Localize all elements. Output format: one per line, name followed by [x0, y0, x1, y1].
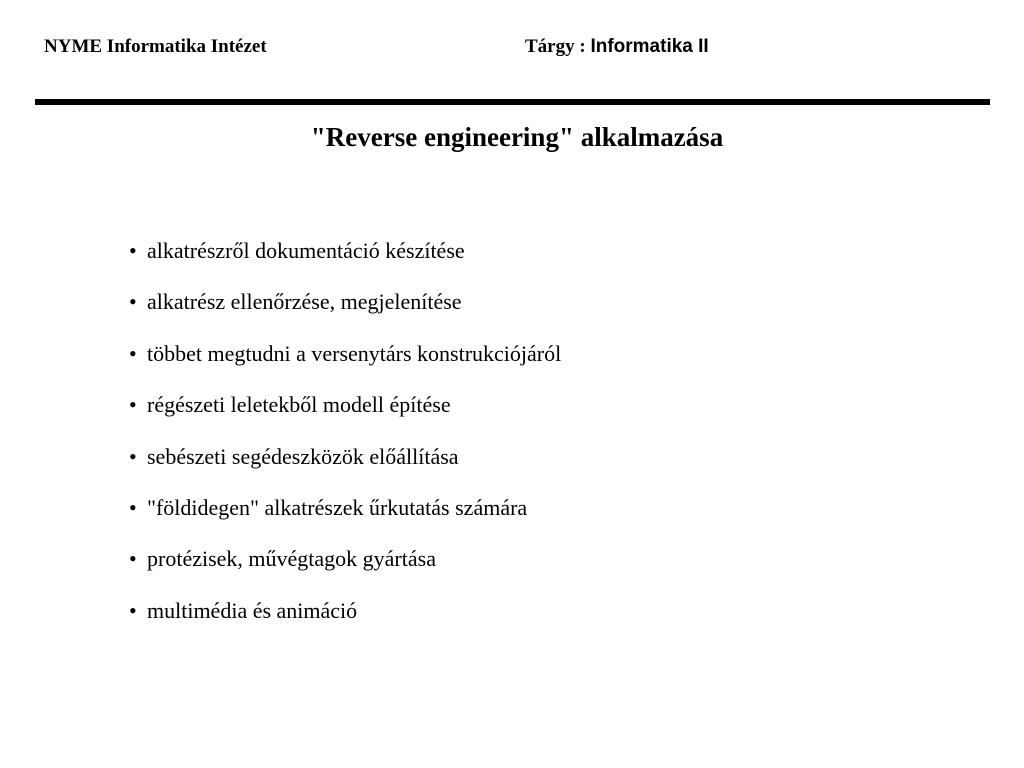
bullet-text: alkatrész ellenőrzése, megjelenítése	[147, 289, 462, 315]
bullet-item	[129, 341, 561, 366]
bullet-item	[129, 238, 561, 263]
bullet-item	[129, 444, 561, 469]
bullet-item	[129, 289, 561, 314]
bullet-text: régészeti leletekből modell építése	[147, 392, 451, 418]
bullet-icon: •	[129, 546, 137, 572]
bullet-text: többet megtudni a versenytárs konstrukciójáról	[147, 340, 562, 366]
bullet-text: protézisek, művégtagok gyártása	[147, 546, 436, 572]
bullet-icon: •	[129, 238, 137, 263]
bullet-item	[129, 546, 561, 571]
bullet-item	[129, 495, 561, 520]
bullet-text: alkatrészről dokumentáció készítése	[147, 238, 465, 263]
bullet-list	[129, 238, 561, 623]
bullet-item	[129, 598, 561, 623]
bullet-icon: •	[129, 494, 137, 520]
bullet-icon: •	[129, 289, 137, 315]
slide-title: "Reverse engineering" alkalmazása	[310, 122, 724, 152]
subject-header	[525, 36, 709, 58]
bullet-icon: •	[129, 597, 137, 623]
bullet-text: "földidegen" alkatrészek űrkutatás számára	[147, 494, 528, 520]
bullet-icon: •	[129, 443, 137, 469]
bullet-icon: •	[129, 392, 137, 418]
bullet-text: multimédia és animáció	[147, 597, 358, 623]
header-divider	[35, 99, 990, 105]
subject-label: Tárgy :	[525, 36, 591, 57]
subject-value: Informatika II	[590, 36, 709, 57]
bullet-text: sebészeti segédeszközök előállítása	[147, 443, 459, 469]
bullet-item	[129, 392, 561, 417]
bullet-icon: •	[129, 340, 137, 366]
institute-name: NYME Informatika Intézet	[44, 36, 267, 57]
